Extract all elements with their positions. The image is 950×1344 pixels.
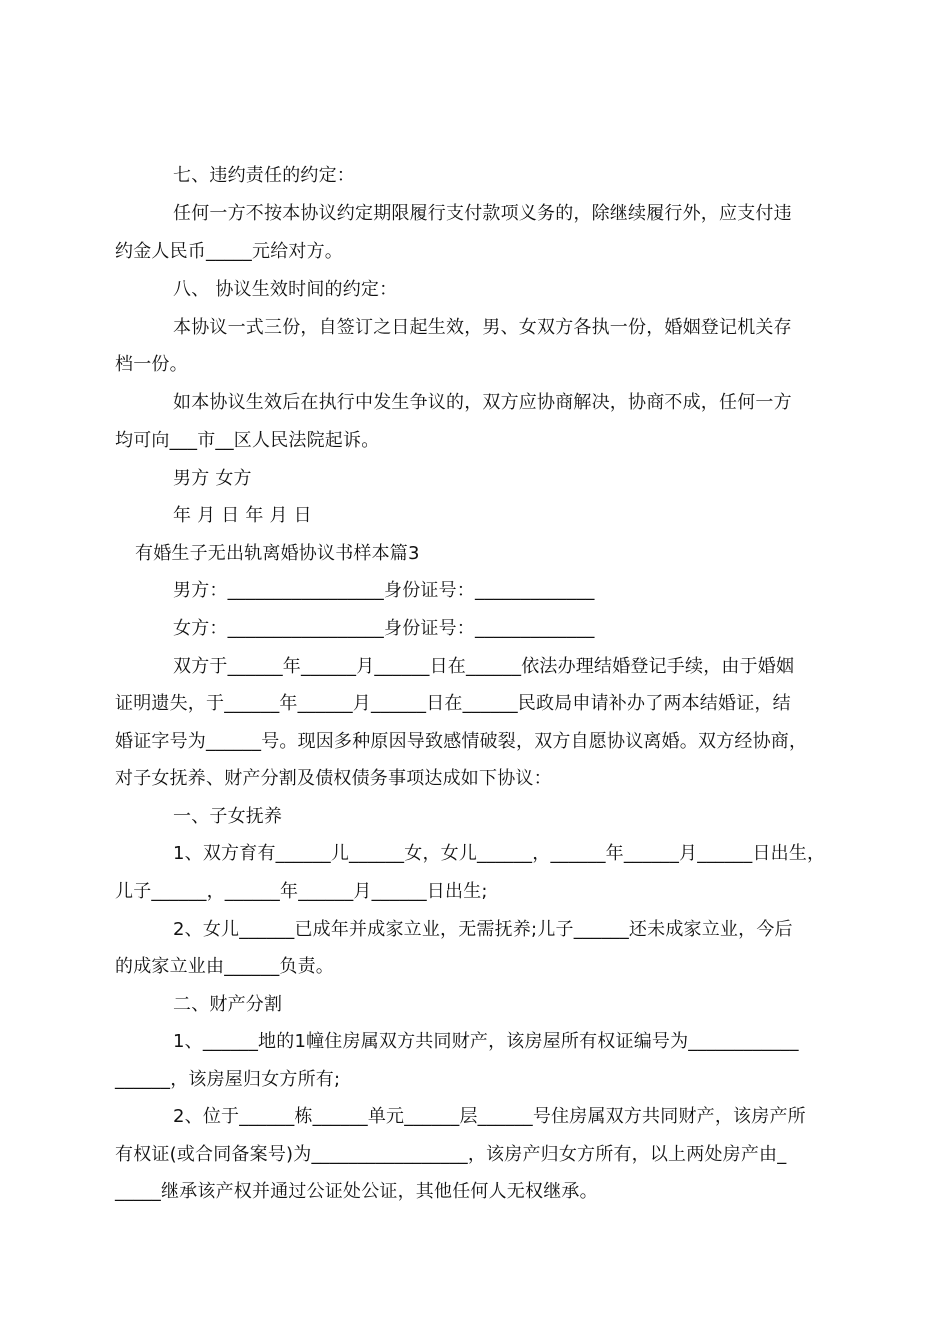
paragraph-line: 约金人民币_____元给对方。 [115, 241, 343, 262]
paragraph-line: 档一份。 [115, 354, 188, 375]
paragraph-line: 2、位于______栋______单元______层______号住房属双方共同财产，该房产所 [173, 1106, 806, 1127]
paragraph-line: 1、双方育有______儿______女，女儿______，______年______月______日出生， [173, 843, 826, 864]
section-heading-effective-time: 八、 协议生效时间的约定： [173, 279, 398, 300]
document-title: 有婚生子无出轨离婚协议书样本篇3 [135, 543, 420, 564]
paragraph-line: 2、女儿______已成年并成家立业，无需抚养;儿子______还未成家立业，今后 [173, 919, 793, 940]
paragraph-line: _____继承该产权并通过公证处公证，其他任何人无权继承。 [115, 1181, 598, 1202]
husband-info-line: 男方：_________________身份证号：_____________ [173, 580, 595, 601]
section-heading-property-division: 二、财产分割 [173, 994, 283, 1015]
paragraph-line: 如本协议生效后在执行中发生争议的，双方应协商解决，协商不成，任何一方 [173, 392, 792, 413]
paragraph-line: 有权证(或合同备案号)为_________________，该房产归女方所有，以上两处房产由_ [115, 1144, 787, 1165]
paragraph-line: 儿子______，______年______月______日出生; [115, 881, 488, 902]
paragraph-line: 均可向___市__区人民法院起诉。 [115, 430, 380, 451]
paragraph-line: 任何一方不按本协议约定期限履行支付款项义务的，除继续履行外，应支付违 [173, 203, 792, 224]
section-heading-breach-liability: 七、违约责任的约定： [173, 165, 355, 186]
signature-parties-line: 男方 女方 [173, 468, 252, 489]
paragraph-line: ______，该房屋归女方所有; [115, 1069, 341, 1090]
paragraph-line: 双方于______年______月______日在______依法办理结婚登记手续，由于婚姻 [173, 656, 795, 677]
paragraph-line: 证明遗失，于______年______月______日在______民政局申请补办了两本结婚证，结 [115, 693, 791, 714]
wife-info-line: 女方：_________________身份证号：_____________ [173, 618, 595, 639]
paragraph-line: 对子女抚养、财产分割及债权债务事项达成如下协议： [115, 768, 552, 789]
paragraph-line: 的成家立业由______负责。 [115, 956, 334, 977]
section-heading-child-custody: 一、子女抚养 [173, 806, 283, 827]
signature-date-line: 年 月 日 年 月 日 [173, 505, 312, 526]
paragraph-line: 1、______地的1幢住房属双方共同财产，该房屋所有权证编号为____________ [173, 1031, 799, 1052]
paragraph-line: 本协议一式三份，自签订之日起生效，男、女双方各执一份，婚姻登记机关存 [173, 317, 792, 338]
paragraph-line: 婚证字号为______号。现因多种原因导致感情破裂，双方自愿协议离婚。双方经协商， [115, 731, 808, 752]
